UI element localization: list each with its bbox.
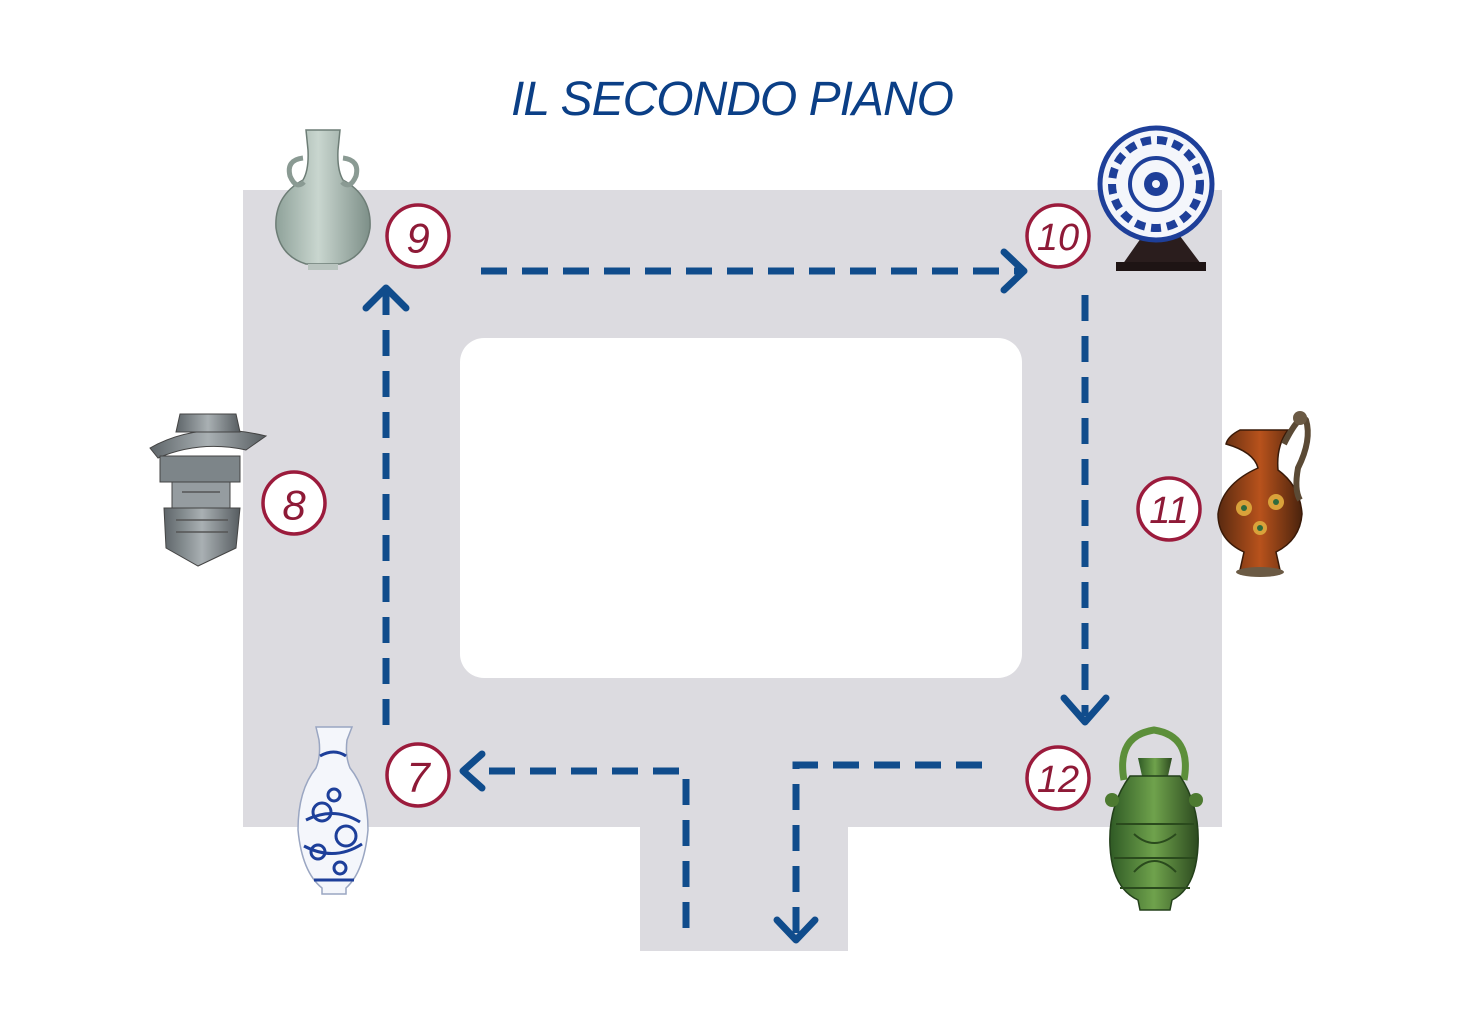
stop-number-8: 8 — [282, 481, 306, 529]
stop-number-9: 9 — [406, 214, 430, 262]
stop-badge-10 — [1027, 205, 1089, 267]
stop-badge-9 — [387, 205, 449, 267]
stop-badge-12 — [1027, 747, 1089, 809]
stop-badge-7 — [387, 744, 449, 806]
stop-number-11: 11 — [1149, 490, 1189, 532]
celadon-vase-icon — [276, 130, 370, 270]
stop-number-10: 10 — [1036, 217, 1080, 259]
enamel-ewer-icon — [1218, 411, 1308, 577]
central-courtyard — [460, 338, 1022, 678]
stop-badge-11 — [1138, 478, 1200, 540]
stop-number-7: 7 — [406, 753, 430, 801]
stop-badge-8 — [263, 472, 325, 534]
page-title: IL SECONDO PIANO — [511, 73, 953, 126]
stop-number-12: 12 — [1036, 759, 1080, 801]
